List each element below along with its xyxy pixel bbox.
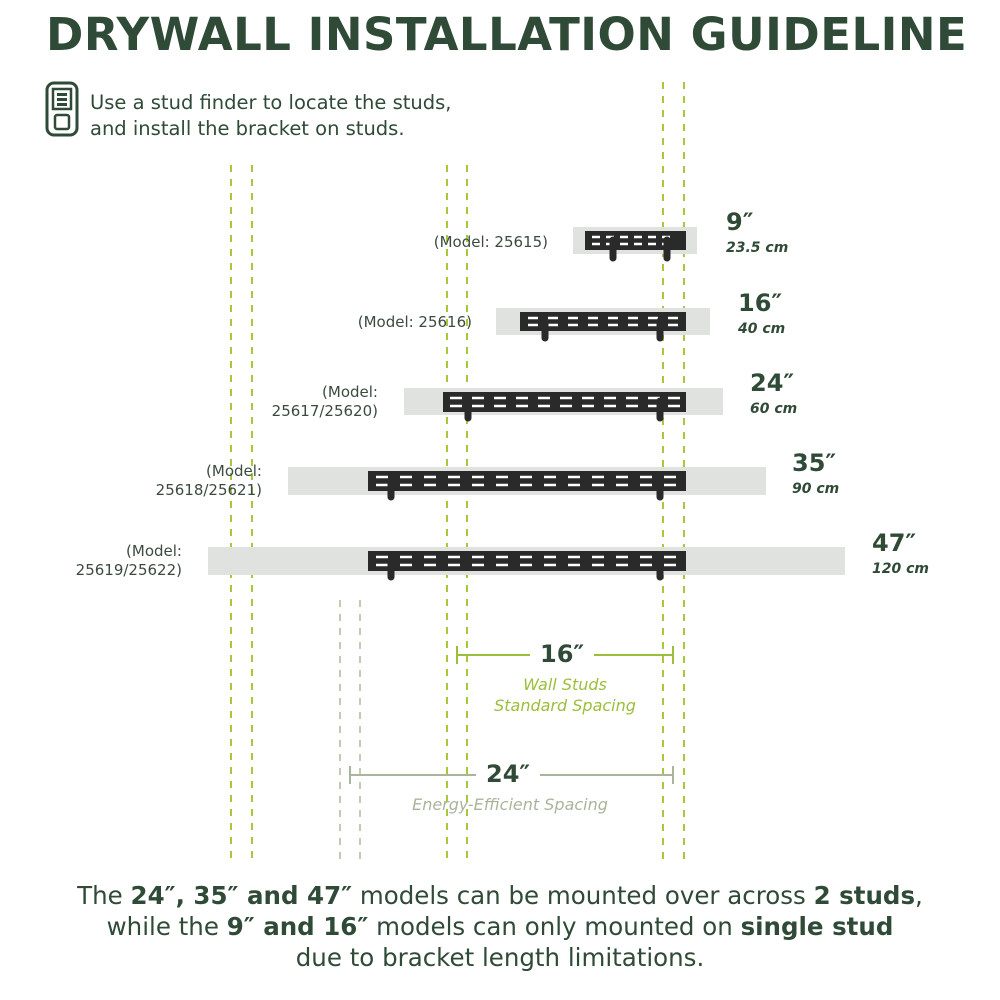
model-label-35in: (Model: 25618/25621)	[155, 462, 262, 499]
energy-spacing-value: 24″	[476, 760, 540, 788]
standard-spacing-caption: Wall Studs Standard Spacing	[494, 675, 636, 715]
size-cm-24in: 60 cm	[750, 401, 798, 417]
size-label-47in: 47″	[872, 529, 917, 557]
model-label-24in: (Model: 25617/25620)	[271, 383, 378, 420]
size-label-24in: 24″	[750, 369, 795, 397]
footer-line-1: The 24″, 35″ and 47″ models can be mounted over across 2 studs,	[77, 881, 923, 910]
energy-studs	[340, 600, 360, 865]
size-label-9in: 9″	[726, 208, 754, 236]
tip-line-2: and install the bracket on studs.	[90, 117, 405, 140]
page-title: DRYWALL INSTALLATION GUIDELINE	[46, 8, 968, 61]
size-label-16in: 16″	[738, 289, 783, 317]
standard-spacing-value: 16″	[530, 640, 594, 668]
tip-line-1: Use a stud finder to locate the studs,	[90, 91, 452, 114]
size-label-35in: 35″	[792, 449, 837, 477]
energy-spacing-caption: Energy-Efficient Spacing	[412, 795, 608, 814]
model-label-16in: (Model: 25616)	[357, 313, 472, 331]
size-cm-35in: 90 cm	[792, 481, 840, 497]
footer-line-3: due to bracket length limitations.	[295, 943, 705, 972]
model-label-47in: (Model: 25619/25622)	[75, 542, 182, 579]
model-label-9in: (Model: 25615)	[433, 233, 548, 251]
footer-line-2: while the 9″ and 16″ models can only mounted on single stud	[106, 912, 894, 941]
size-cm-16in: 40 cm	[738, 321, 786, 337]
size-cm-9in: 23.5 cm	[726, 240, 789, 256]
size-cm-47in: 120 cm	[872, 561, 929, 577]
footer-note	[0, 880, 1000, 973]
